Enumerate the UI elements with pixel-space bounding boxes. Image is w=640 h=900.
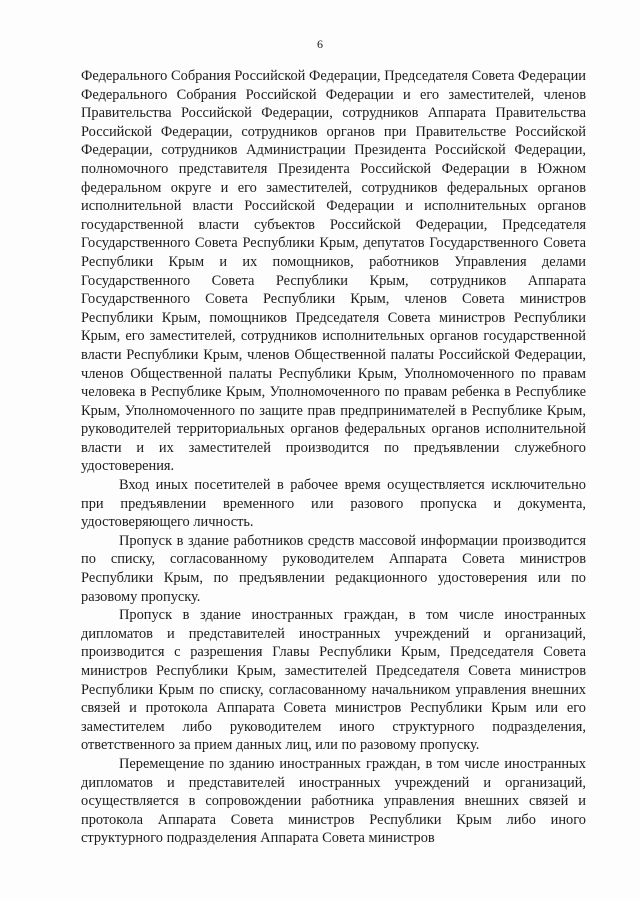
paragraph-media-workers: Пропуск в здание работников средств массовой информации производится по списку, согласованному руководителем Аппарата Совета министров Республики Крым, по предъявлении редакционного удостоверения или по разовому пропуску. <box>81 532 586 605</box>
paragraph-foreign-citizens-entry: Пропуск в здание иностранных граждан, в том числе иностранных дипломатов и представителей иностранных учреждений и организаций, производится с разрешения Главы Республики Крым, Председателя Совета министров Республики Крым, заместителей Председателя Совета министров Республики Крым по списку, согласованному начальником управления внешних связей и протокола Аппарата Совета министров Республики Крым или его заместителем либо руководителем иного структурного подразделения, ответственного за прием данных лиц, или по разовому пропуску. <box>81 607 586 754</box>
body-text <box>81 67 586 848</box>
paragraph-access-officials: Федерального Собрания Российской Федерации, Председателя Совета Федерации Федерального Собрания Российской Федерации и его заместителей, членов Правительства Российской Федерации, сотрудников Аппарата Правительства Российской Федерации, сотрудников органов при Правительстве Российской Федерации, сотрудников Администрации Президента Российской Федерации, полномочного представителя Президента Российской Федерации в Южном федеральном округе и его заместителей, сотрудников федеральных органов исполнительной власти Российской Федерации и исполнительных органов государственной власти субъектов Российской Федерации, Председателя Государственного Совета Республики Крым, депутатов Государственного Совета Республики Крым и их помощников, работников Управления делами Государственного Совета Республики Крым, сотрудников Аппарата Государственного Совета Республики Крым, членов Совета министров Республики Крым, помощников Председателя Совета министров Республики Крым, его заместителей, сотрудников исполнительных органов государственной власти Республики Крым, членов Общественной палаты Российской Федерации, членов Общественной палаты Республики Крым, Уполномоченного по правам человека в Республике Крым, Уполномоченного по правам ребенка в Республике Крым, Уполномоченного по защите прав предпринимателей в Республике Крым, руководителей территориальных органов федеральных органов исполнительной власти и их заместителей производится по предъявлении служебного удостоверения. <box>81 68 586 475</box>
paragraph-foreign-citizens-movement: Перемещение по зданию иностранных граждан, в том числе иностранных дипломатов и представителей иностранных учреждений и организаций, осуществляется в сопровождении работника управления внешних связей и протокола Аппарата Совета министров Республики Крым либо иного структурного подразделения Аппарата Совета министров <box>81 755 586 847</box>
page-number: 6 <box>317 37 323 51</box>
paragraph-other-visitors: Вход иных посетителей в рабочее время осуществляется исключительно при предъявлении временного или разового пропуска и документа, удостоверяющего личность. <box>81 477 586 531</box>
